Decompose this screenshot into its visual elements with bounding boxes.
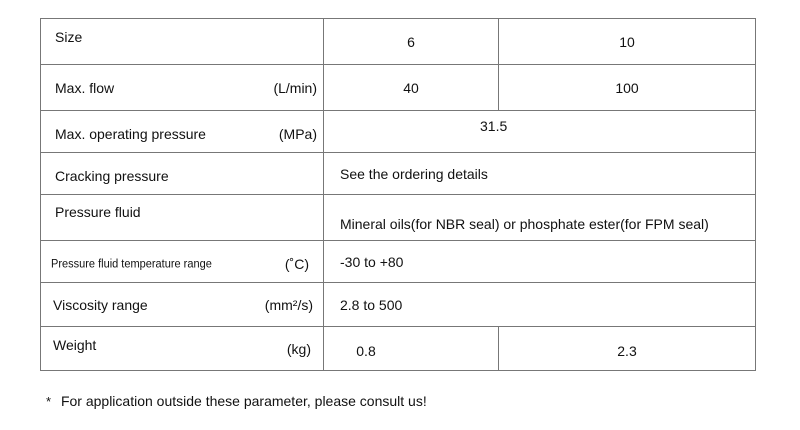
row-label-cell [41, 153, 324, 195]
table-row-weight [41, 327, 756, 371]
row-label-cell [41, 327, 324, 371]
viscosity-value: 2.8 to 500 [340, 296, 403, 313]
viscosity-unit: (mm²/s) [264, 296, 313, 313]
table-row-size [41, 19, 756, 65]
weight-label: Weight [53, 337, 97, 354]
max-pressure-label: Max. operating pressure [55, 125, 206, 142]
weight-value-1: 0.8 [324, 327, 499, 371]
viscosity-value-cell [324, 283, 756, 327]
footnote-text: For application outside these parameter, please consult us! [60, 393, 427, 409]
max-flow-unit: (L/min) [273, 79, 317, 96]
max-pressure-value: 31.5 [480, 117, 508, 134]
row-label-cell [41, 241, 324, 283]
pressure-fluid-value-cell [324, 195, 756, 241]
row-label-cell [41, 65, 324, 111]
row-label-cell [41, 195, 324, 241]
pressure-fluid-label: Pressure fluid [55, 204, 141, 221]
table-row-max-pressure [41, 111, 756, 153]
specifications-table [40, 18, 756, 371]
pressure-fluid-value: Mineral oils(for NBR seal) or phosphate ester(for FPM seal) [340, 215, 709, 232]
table-row-cracking-pressure [41, 153, 756, 195]
asterisk-mark: * [46, 394, 52, 409]
temperature-value: -30 to +80 [340, 253, 404, 270]
cracking-pressure-label: Cracking pressure [55, 167, 169, 184]
size-label: Size [55, 29, 83, 45]
max-pressure-unit: (MPa) [278, 125, 317, 142]
cracking-pressure-value-cell [324, 153, 756, 195]
weight-unit: (kg) [286, 340, 311, 357]
max-flow-label: Max. flow [55, 79, 115, 96]
row-label-cell [41, 283, 324, 327]
size-value-1: 6 [324, 19, 499, 65]
footnote [46, 393, 427, 409]
temperature-label: Pressure fluid temperature range [51, 256, 212, 271]
temperature-value-cell [324, 241, 756, 283]
row-label-cell [41, 19, 324, 65]
max-pressure-value-cell [324, 111, 756, 153]
viscosity-label: Viscosity range [53, 296, 148, 313]
table-row-temperature [41, 241, 756, 283]
max-flow-value-1: 40 [324, 65, 499, 111]
cracking-pressure-value: See the ordering details [340, 165, 488, 182]
max-flow-value-2: 100 [499, 65, 756, 111]
table-row-pressure-fluid [41, 195, 756, 241]
weight-value-2: 2.3 [499, 327, 756, 371]
table-row-max-flow [41, 65, 756, 111]
row-label-cell [41, 111, 324, 153]
table-row-viscosity [41, 283, 756, 327]
temperature-unit: (˚C) [284, 255, 309, 272]
size-value-2: 10 [499, 19, 756, 65]
